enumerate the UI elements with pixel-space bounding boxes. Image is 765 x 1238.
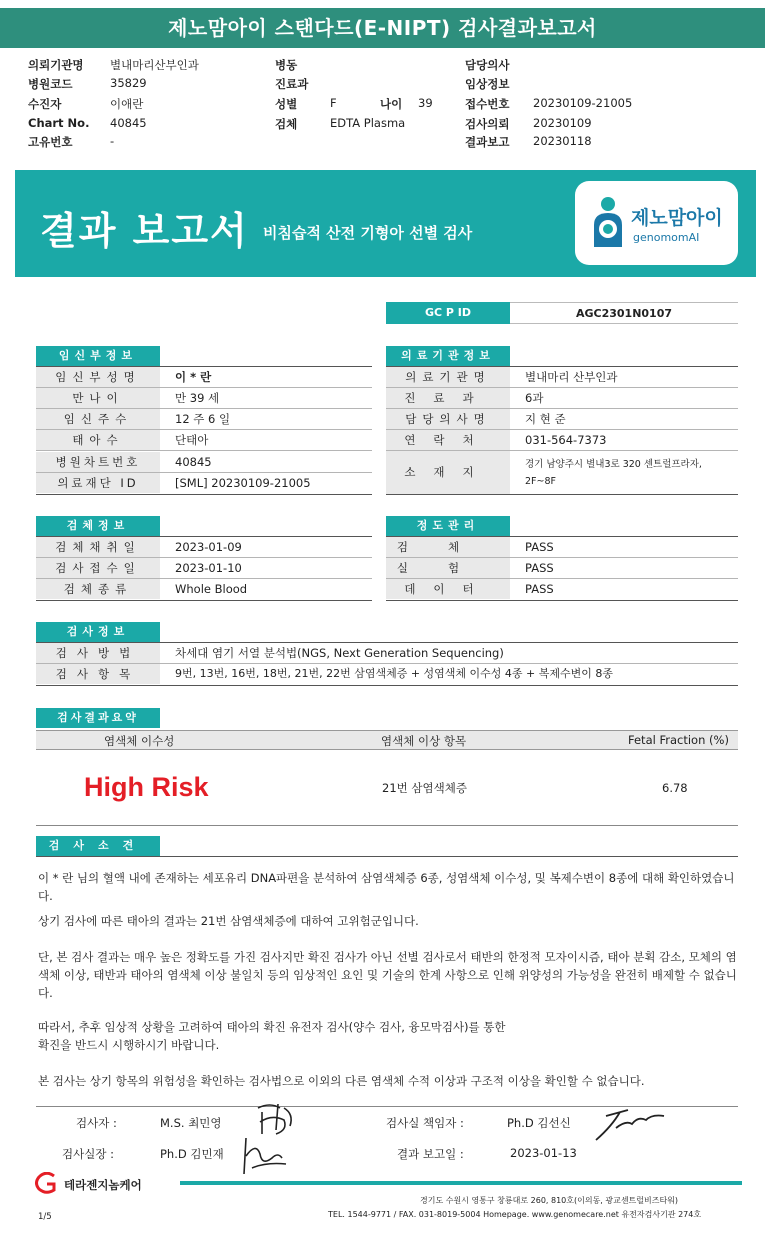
qc-field-value: PASS	[525, 582, 554, 596]
pregnant-field-label: 병원차트번호	[36, 452, 160, 472]
findings-paragraph: 확진을 반드시 시행하시기 바랍니다.	[38, 1038, 220, 1052]
company-name: 테라젠지놈케어	[64, 1178, 142, 1192]
specimen-field-value: 2023-01-10	[175, 561, 242, 575]
footer-accent-bar	[180, 1181, 742, 1185]
fetal-fraction-value: 6.78	[662, 781, 688, 795]
header-label: 검사의뢰	[465, 117, 510, 131]
summary-col-fetal-fraction: Fetal Fraction (%)	[628, 733, 729, 747]
section-divider	[36, 600, 372, 601]
header-value: 40845	[110, 116, 147, 130]
header-value: F	[330, 96, 337, 110]
findings-tab: 검사소견	[36, 836, 160, 856]
section-divider	[36, 856, 738, 857]
header-value: EDTA Plasma	[330, 116, 406, 130]
summary-tab: 검사결과요약	[36, 708, 160, 728]
pregnant-field-label: 만나이	[36, 388, 160, 408]
pregnant-field-label: 임신부성명	[36, 367, 160, 387]
pregnant-field-value: 만 39 세	[175, 391, 220, 405]
pregnant-field-label: 의료재단 ID	[36, 473, 160, 493]
summary-col-abnormality: 염색체 이상 항목	[381, 734, 467, 748]
specimen-field-label: 검체종류	[36, 579, 160, 599]
findings-paragraph: 따라서, 추후 임상적 상황을 고려하여 태아의 확진 유전자 검사(양수 검사, 융모막검사)를 통한	[38, 1020, 506, 1034]
specimen-field-value: Whole Blood	[175, 582, 248, 596]
report-date-label: 결과 보고일 :	[397, 1147, 464, 1161]
qc-field-label: 실험	[386, 558, 510, 578]
header-label: 수진자	[28, 97, 62, 111]
institution-address-line2: 2F~8F	[525, 476, 556, 487]
company-contact: TEL. 1544-9771 / FAX. 031-8019-5004 Homepage. www.genomecare.net 유전자검사기관 274호	[328, 1210, 702, 1219]
header-label: 의뢰기관명	[28, 58, 84, 72]
gcp-id-label: GC P ID	[386, 302, 510, 324]
header-label: 결과보고	[465, 135, 510, 149]
lab-head-label: 검사실장 :	[62, 1147, 114, 1161]
institution-field-label: 연락처	[386, 430, 510, 450]
findings-paragraph: 상기 검사에 따른 태아의 결과는 21번 삼염색체증에 대하여 고위험군입니다.	[38, 914, 419, 928]
institution-field-label: 의료기관명	[386, 367, 510, 387]
qc-field-label: 데이터	[386, 579, 510, 599]
page-number: 1/5	[38, 1212, 52, 1222]
company-logo-icon	[34, 1172, 60, 1194]
chief-signature	[592, 1104, 672, 1144]
header-value: 20230109	[533, 116, 592, 130]
result-banner	[15, 170, 756, 277]
header-label: 성별	[275, 97, 298, 111]
chief-label: 검사실 책임자 :	[386, 1116, 464, 1130]
pregnant-field-value: 40845	[175, 455, 212, 469]
test-field-label: 검사항목	[36, 664, 160, 684]
findings-paragraph: 단, 본 검사 결과는 매우 높은 정확도를 가진 검사지만 확진 검사가 아닌 선별 검사로서 태반의 한정적 모자이시즘, 태아 분획 감소, 모체의 염색체 이상, 태반과 태아의 염색체 이상 불일치 등의 임상적인 요인 및 기술의 한계 사항으로 인해 위양성의 가능성을 완전히 배제할 수 없습니다.	[38, 950, 737, 1000]
institution-field-label: 소재지	[386, 451, 510, 494]
report-date-value: 2023-01-13	[510, 1146, 577, 1160]
qc-field-value: PASS	[525, 561, 554, 575]
mother-baby-icon	[589, 195, 627, 251]
specimen-info-tab: 검체정보	[36, 516, 160, 536]
header-label: 접수번호	[465, 97, 510, 111]
header-label: 병동	[275, 58, 298, 72]
section-divider	[386, 600, 738, 601]
institution-field-value: 6과	[525, 391, 544, 405]
tester-name: M.S. 최민영	[160, 1116, 222, 1130]
report-title: 제노맘아이 스탠다드(E-NIPT) 검사결과보고서	[0, 8, 765, 48]
lab-head-name: Ph.D 김민재	[160, 1147, 224, 1161]
header-value: 39	[418, 96, 433, 110]
header-value: 20230109-21005	[533, 96, 633, 110]
institution-field-value: 지 현 준	[525, 412, 566, 426]
summary-header-row	[36, 730, 738, 750]
abnormality-item: 21번 삼염색체증	[382, 781, 467, 795]
pregnant-field-value: 단태아	[175, 433, 209, 447]
brand-logo	[575, 181, 738, 265]
brand-name: 제노맘아이	[631, 207, 723, 229]
pregnant-field-value: 이 * 란	[175, 370, 212, 384]
header-label: 진료과	[275, 77, 309, 91]
brand-name-en: genomomAI	[633, 231, 700, 244]
institution-info-tab: 의료기관정보	[386, 346, 510, 366]
row-divider	[36, 450, 372, 451]
banner-title: 결과 보고서	[40, 209, 249, 253]
institution-field-label: 담당의사명	[386, 409, 510, 429]
specimen-field-label: 검사접수일	[36, 558, 160, 578]
section-divider	[386, 494, 738, 495]
institution-field-value: 별내마리 산부인과	[525, 370, 618, 384]
specimen-field-value: 2023-01-09	[175, 540, 242, 554]
header-value: 이애란	[110, 97, 144, 111]
pregnant-field-value: [SML] 20230109-21005	[175, 476, 311, 490]
section-divider	[36, 494, 372, 495]
qc-info-tab: 정도관리	[386, 516, 510, 536]
summary-col-aneuploidy: 염색체 이수성	[104, 734, 175, 748]
institution-field-value: 031-564-7373	[525, 433, 607, 447]
qc-field-value: PASS	[525, 540, 554, 554]
banner-subtitle: 비침습적 산전 기형아 선별 검사	[263, 224, 473, 242]
test-field-label: 검사방법	[36, 643, 160, 663]
header-label: 병원코드	[28, 77, 73, 91]
test-field-value: 차세대 염기 서열 분석법(NGS, Next Generation Sequencing)	[175, 646, 504, 660]
pregnant-info-tab: 임신부정보	[36, 346, 160, 366]
header-label: 검체	[275, 117, 298, 131]
tester-label: 검사자 :	[76, 1116, 117, 1130]
chief-name: Ph.D 김선신	[507, 1116, 571, 1130]
risk-result: High Risk	[84, 772, 209, 802]
header-label: 나이	[380, 97, 403, 111]
header-label: 고유번호	[28, 135, 73, 149]
section-divider	[36, 825, 738, 826]
qc-field-label: 검체	[386, 537, 510, 557]
test-field-value: 9번, 13번, 16번, 18번, 21번, 22번 삼염색체증 + 성염색체 이수성 4종 + 복제수변이 8종	[175, 667, 614, 680]
specimen-field-label: 검체채취일	[36, 537, 160, 557]
company-address: 경기도 수원시 영통구 창룡대로 260, 810호(이의동, 광교센트럴비즈타워)	[420, 1196, 679, 1205]
header-label: 임상정보	[465, 77, 510, 91]
header-label: Chart No.	[28, 116, 90, 130]
pregnant-field-value: 12 주 6 일	[175, 412, 231, 426]
lab-head-signature	[238, 1134, 290, 1178]
section-divider	[36, 685, 738, 686]
header-value: 별내마리산부인과	[110, 58, 199, 72]
header-label: 담당의사	[465, 58, 510, 72]
pregnant-field-label: 태아수	[36, 430, 160, 450]
gcp-id-value: AGC2301N0107	[510, 302, 738, 324]
institution-field-label: 진료과	[386, 388, 510, 408]
institution-field-value: 경기 남양주시 별내3로 320 센트럴프라자,	[525, 459, 702, 470]
findings-paragraph: 본 검사는 상기 항목의 위험성을 확인하는 검사법으로 이외의 다른 염색체 수적 이상과 구조적 이상을 확인할 수 없습니다.	[38, 1074, 645, 1088]
header-value: 20230118	[533, 134, 592, 148]
test-info-tab: 검사정보	[36, 622, 160, 642]
header-value: 35829	[110, 76, 147, 90]
findings-paragraph: 이 * 란 님의 혈액 내에 존재하는 세포유리 DNA파편을 분석하여 삼염색체증 6종, 성염색체 이수성, 및 복제수변이 8종에 대해 확인하였습니다.	[38, 871, 735, 903]
header-value: -	[110, 134, 115, 148]
pregnant-field-label: 임신주수	[36, 409, 160, 429]
